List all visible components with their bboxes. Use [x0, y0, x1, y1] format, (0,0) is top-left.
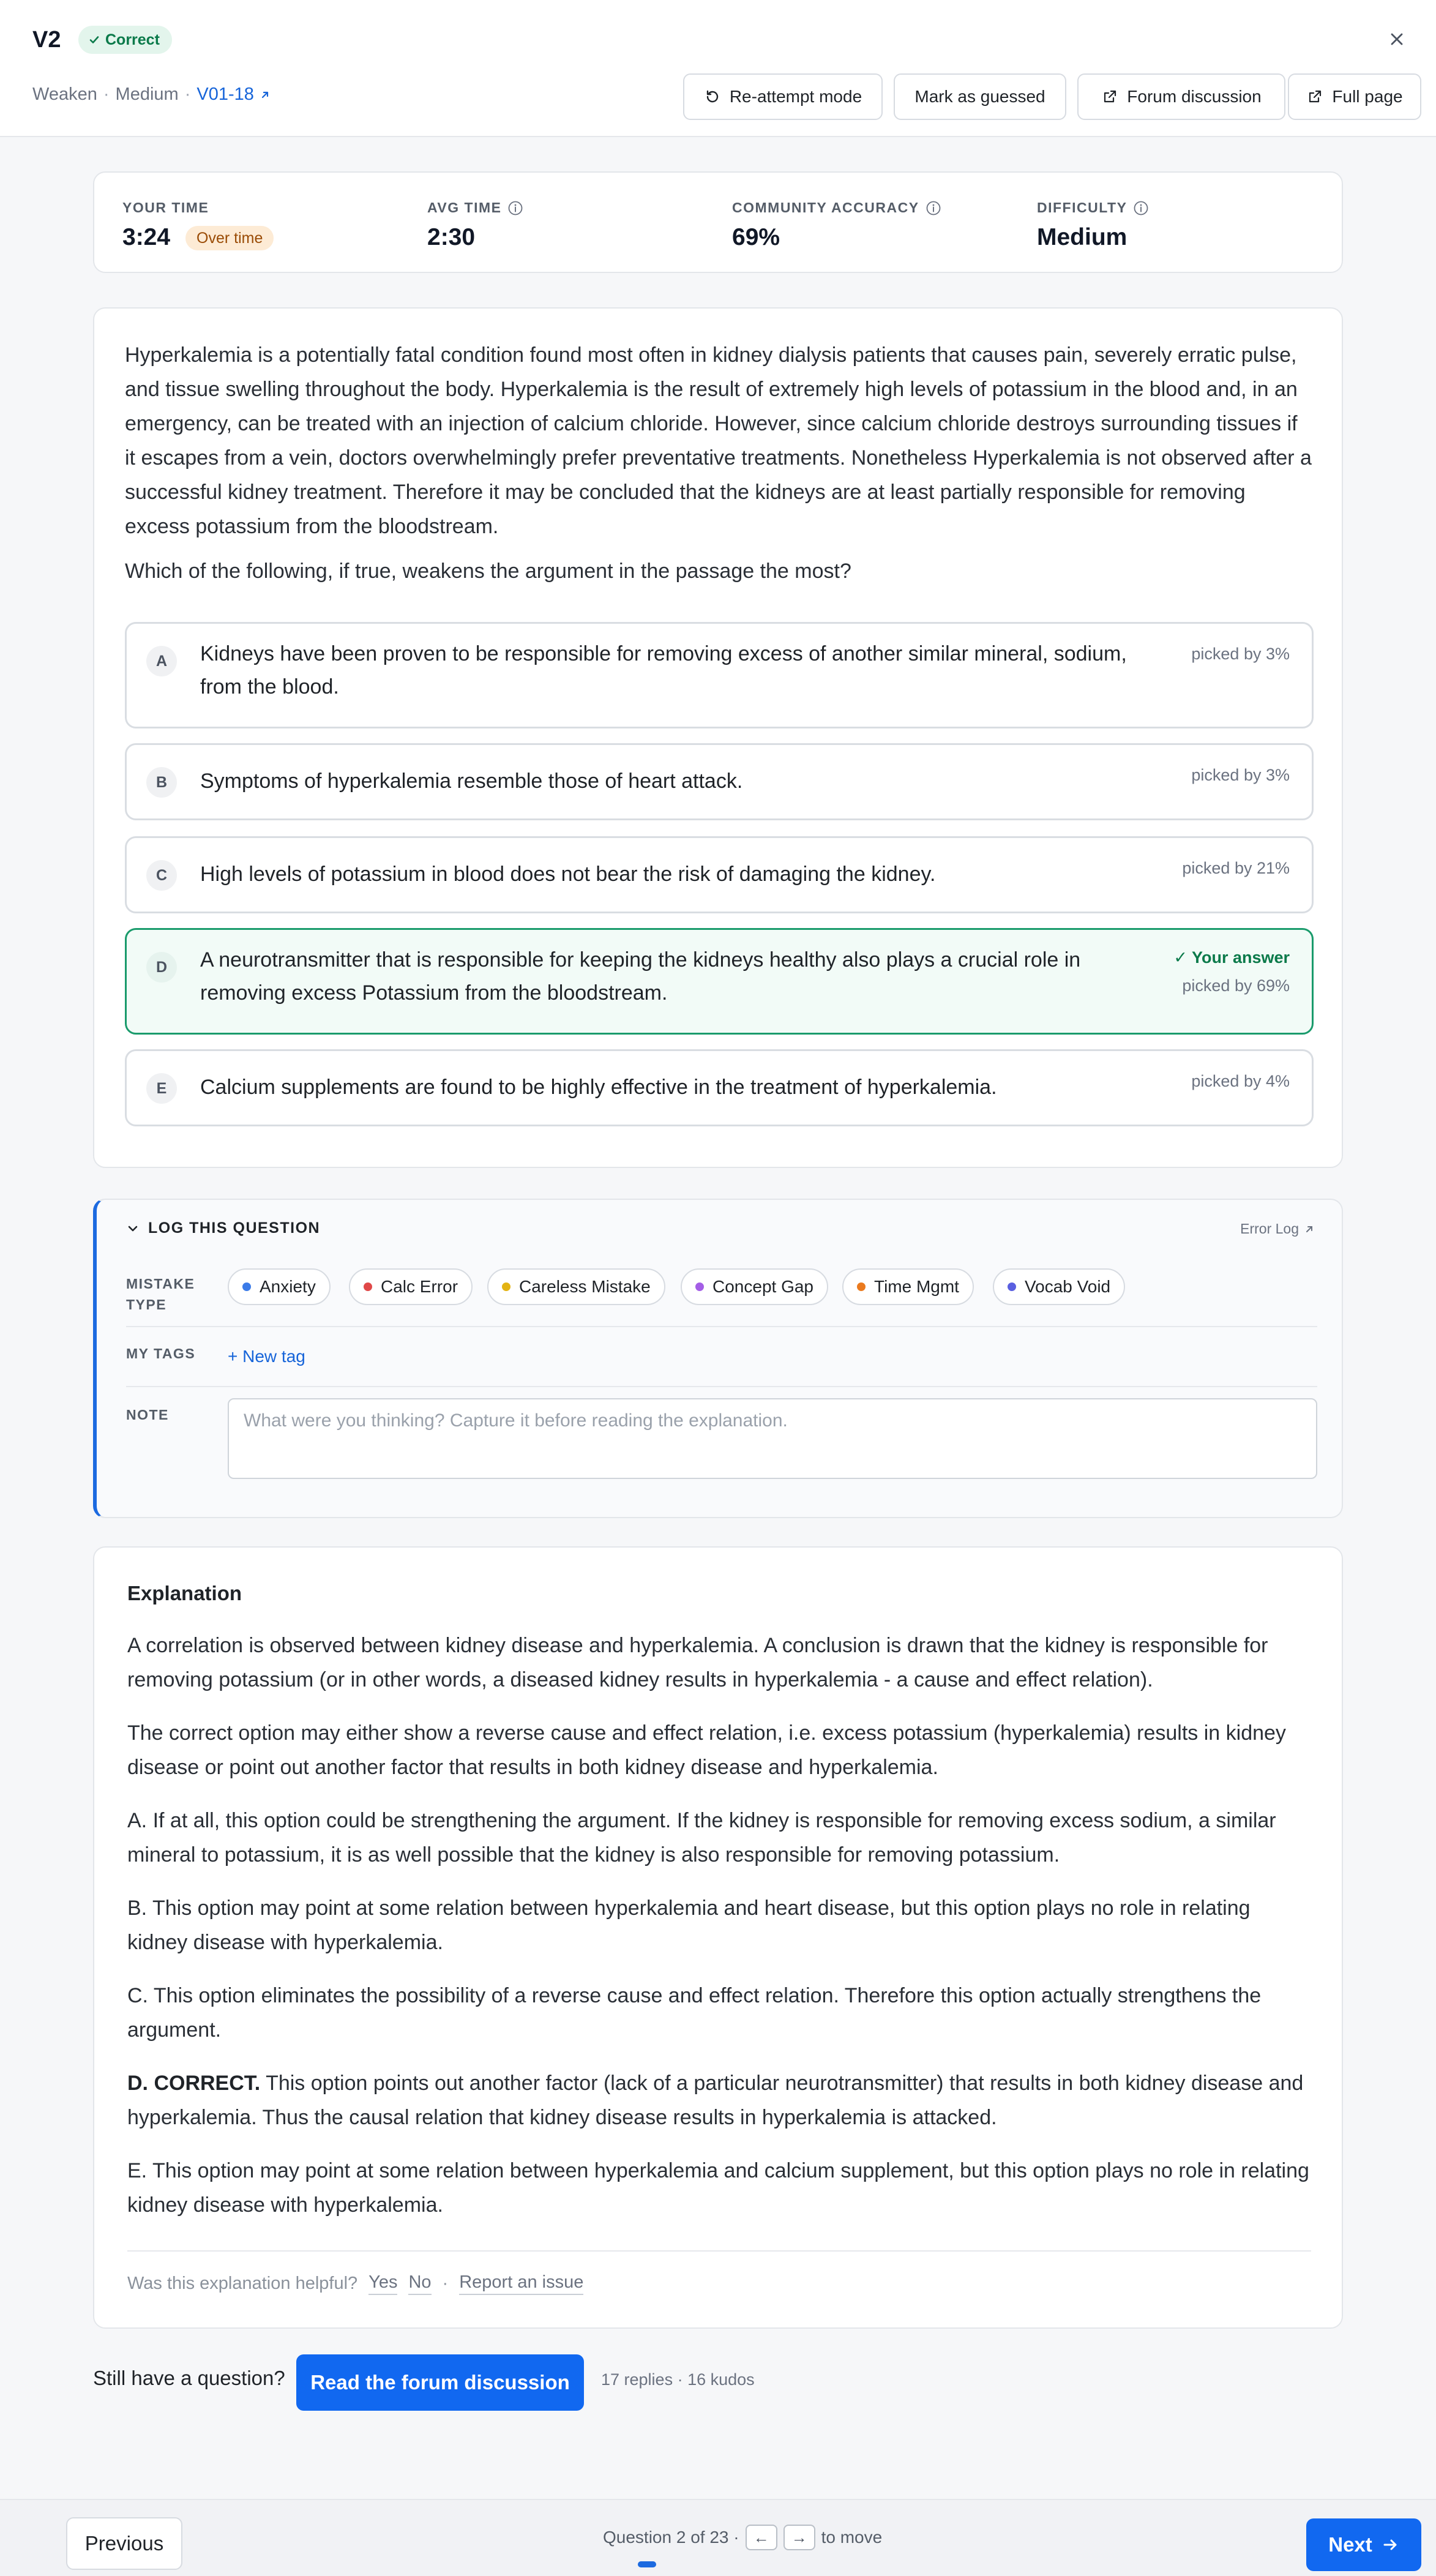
mistake-chip-vocab-void[interactable]: Vocab Void: [993, 1268, 1125, 1305]
explanation-option-b: B. This option may point at some relation between hyperkalemia and heart disease, but this option plays no role in relating kidney disease with hyperkalemia.: [127, 1896, 1251, 1954]
divider: [126, 1326, 1317, 1327]
report-issue-link[interactable]: Report an issue: [459, 2272, 583, 2295]
check-icon: [88, 34, 100, 46]
full-page-button[interactable]: [1288, 73, 1421, 120]
breadcrumb: [32, 84, 271, 105]
mark-as-guessed-label: Mark as guessed: [914, 87, 1045, 106]
color-dot: [242, 1282, 251, 1291]
next-button[interactable]: [1306, 2518, 1421, 2571]
forum-meta: 17 replies · 16 kudos: [601, 2370, 755, 2389]
color-dot: [1008, 1282, 1016, 1291]
bottom-navigation: [0, 2499, 1436, 2576]
choice-letter: A: [146, 646, 177, 676]
explanation-option-a: A. If at all, this option could be strengthening the argument. If the kidney is responsible for removing excess sodium, a similar mineral to potassium, it is as well possible that the kidney is also responsible for removing potassium.: [127, 1809, 1276, 1866]
helpful-yes-button[interactable]: Yes: [368, 2272, 397, 2295]
question-progress-fill: [638, 2561, 656, 2567]
explanation-option-d: D. CORRECT. This option points out another factor (lack of a particular neurotransmitter) that results in both kidney disease and hyperkalemia. Thus the causal relation that kidney disease results in hyperkalemia is attacked.: [127, 2072, 1304, 2129]
move-hint: to move: [821, 2528, 883, 2547]
divider: [126, 1386, 1317, 1387]
answer-choice-a[interactable]: [125, 622, 1314, 728]
external-link-icon: [259, 89, 271, 101]
question-id-link[interactable]: [196, 84, 271, 105]
info-icon[interactable]: [507, 200, 523, 216]
mistake-chip-anxiety[interactable]: Anxiety: [228, 1268, 331, 1305]
close-icon: [1388, 31, 1405, 48]
picked-percentage: picked by 21%: [1182, 859, 1290, 877]
log-question-title: LOG THIS QUESTION: [148, 1219, 321, 1237]
explanation-paragraph: The correct option may either show a reverse cause and effect relation, i.e. excess potassium (hyperkalemia) results in kidney disease or point out another factor that results in both kidney disease and hyperkalemia.: [127, 1721, 1286, 1779]
choice-text: A neurotransmitter that is responsible for keeping the kidneys healthy also plays a crucial role in removing excess Potassium from the bloodstream.: [200, 948, 1081, 1005]
choice-text: Calcium supplements are found to be highly effective in the treatment of hyperkalemia.: [200, 1076, 997, 1099]
question-passage: Hyperkalemia is a potentially fatal condition found most often in kidney dialysis patients that causes pain, severely erratic pulse, and tissue swelling throughout the body. Hyperkalemia is the result of extremely high levels of potassium in the blood and, in an emergency, can be treated with an injection of calcium chloride. However, since calcium chloride destroys surrounding tissues if it escapes from a vein, doctors overwhelmingly prefer preventative treatments. Nonetheless Hyperkalemia is not observed after a successful kidney treatment. Therefore it may be concluded that the kidneys are at least partially responsible for removing excess potassium from the bloodstream.: [125, 343, 1312, 538]
choice-text: Kidneys have been proven to be responsible for removing excess of another similar mineral, sodium, from the blood.: [200, 642, 1127, 698]
explanation-option-c: C. This option eliminates the possibility of a reverse cause and effect relation. Therefore this option actually strengthens the argument.: [127, 1984, 1262, 2042]
mistake-type-label: MISTAKE TYPE: [126, 1276, 195, 1312]
choice-letter: B: [146, 767, 177, 798]
external-link-icon: [1306, 88, 1323, 105]
color-dot: [695, 1282, 704, 1291]
next-label: Next: [1328, 2533, 1372, 2556]
difficulty-value: Medium: [1037, 224, 1127, 250]
arrow-right-icon: [1381, 2536, 1399, 2554]
helpful-no-button[interactable]: No: [408, 2272, 431, 2295]
previous-button[interactable]: Previous: [66, 2517, 182, 2570]
color-dot: [857, 1282, 866, 1291]
avg-time-label: AVG TIME: [427, 200, 523, 216]
divider: [127, 2250, 1311, 2252]
explanation-option-e: E. This option may point at some relation between hyperkalemia and calcium supplement, but this option plays no role in relating kidney disease with hyperkalemia.: [127, 2159, 1309, 2217]
mistake-chip-time-mgmt[interactable]: Time Mgmt: [842, 1268, 974, 1305]
stats-card: [93, 171, 1343, 273]
avg-time-value: 2:30: [427, 224, 476, 250]
your-time-label: YOUR TIME: [122, 200, 209, 215]
forum-discussion-label: Forum discussion: [1127, 87, 1262, 106]
breadcrumb-separator: ·: [184, 84, 191, 104]
difficulty-label: DIFFICULTY: [1037, 200, 1149, 216]
explanation-title: Explanation: [127, 1582, 242, 1604]
mistake-chip-careless-mistake[interactable]: Careless Mistake: [487, 1268, 665, 1305]
forum-discussion-button[interactable]: [1077, 73, 1285, 120]
breadcrumb-separator: ·: [103, 84, 110, 104]
error-log-link[interactable]: Error Log: [1240, 1221, 1315, 1237]
choice-letter: E: [146, 1073, 177, 1104]
choice-text: High levels of potassium in blood does not bear the risk of damaging the kidney.: [200, 863, 936, 886]
breadcrumb-difficulty: Medium: [115, 84, 179, 104]
question-stem: Which of the following, if true, weakens the argument in the passage the most?: [125, 560, 851, 583]
answer-choice-e[interactable]: [125, 1049, 1314, 1126]
answer-choice-d-selected[interactable]: [125, 928, 1314, 1035]
question-progress-track: [638, 2561, 851, 2567]
choice-letter: D: [146, 952, 177, 983]
section-title: V2: [32, 27, 61, 53]
picked-percentage: picked by 3%: [1191, 645, 1290, 663]
still-have-question-text: Still have a question?: [93, 2367, 285, 2389]
mistake-chip-calc-error[interactable]: Calc Error: [349, 1268, 473, 1305]
status-badge-label: Correct: [105, 31, 160, 48]
close-button[interactable]: [1385, 27, 1409, 51]
full-page-label: Full page: [1332, 87, 1403, 106]
picked-percentage: picked by 69%: [1182, 976, 1290, 995]
correct-marker: D. CORRECT.: [127, 2072, 261, 2095]
external-link-icon: [1101, 88, 1118, 105]
log-question-panel: [93, 1199, 1343, 1518]
question-card: [93, 307, 1343, 1168]
picked-percentage: picked by 4%: [1191, 1072, 1290, 1090]
your-answer-label: ✓ Your answer: [1173, 948, 1290, 967]
log-question-toggle[interactable]: [126, 1219, 320, 1237]
answer-choice-c[interactable]: [125, 836, 1314, 913]
your-time-value: 3:24: [122, 224, 171, 250]
chevron-down-icon: [126, 1222, 140, 1235]
breadcrumb-question-type: Weaken: [32, 84, 97, 104]
external-link-icon: [1304, 1224, 1315, 1235]
note-label: NOTE: [126, 1407, 169, 1423]
over-time-badge: Over time: [185, 226, 274, 250]
community-accuracy-label: COMMUNITY ACCURACY: [732, 200, 941, 216]
read-forum-discussion-button[interactable]: Read the forum discussion: [296, 2354, 584, 2411]
reattempt-mode-button[interactable]: [683, 73, 883, 120]
left-arrow-key: ←: [746, 2525, 777, 2550]
separator: ·: [442, 2274, 449, 2293]
choice-text: Symptoms of hyperkalemia resemble those of heart attack.: [200, 769, 743, 793]
info-icon[interactable]: [1133, 200, 1149, 216]
reattempt-mode-label: Re-attempt mode: [729, 87, 862, 106]
mistake-chip-concept-gap[interactable]: Concept Gap: [681, 1268, 828, 1305]
note-input[interactable]: [228, 1398, 1317, 1479]
color-dot: [502, 1282, 510, 1291]
helpful-question: Was this explanation helpful?: [127, 2274, 358, 2293]
picked-percentage: picked by 3%: [1191, 766, 1290, 784]
color-dot: [364, 1282, 372, 1291]
answer-choice-b[interactable]: [125, 743, 1314, 820]
helpful-feedback: [127, 2272, 583, 2295]
my-tags-label: MY TAGS: [126, 1346, 196, 1361]
explanation-paragraph: A correlation is observed between kidney disease and hyperkalemia. A conclusion is drawn that the kidney is responsible for removing potassium (or in other words, a diseased kidney results in hyperkalemia - a cause and effect relation).: [127, 1634, 1268, 1691]
top-bar: [0, 0, 1436, 137]
question-id-label: V01-18: [196, 84, 254, 104]
mark-as-guessed-button[interactable]: [894, 73, 1066, 120]
community-accuracy-value: 69%: [732, 224, 780, 250]
explanation-card: [93, 1546, 1343, 2329]
refresh-icon: [704, 88, 721, 105]
choice-letter: C: [146, 860, 177, 891]
status-badge: [78, 26, 172, 54]
right-arrow-key: →: [783, 2525, 815, 2550]
new-tag-button[interactable]: + New tag: [228, 1347, 305, 1366]
question-counter: [603, 2525, 882, 2550]
question-count-text: Question 2 of 23 ·: [603, 2528, 739, 2547]
info-icon[interactable]: [926, 200, 941, 216]
